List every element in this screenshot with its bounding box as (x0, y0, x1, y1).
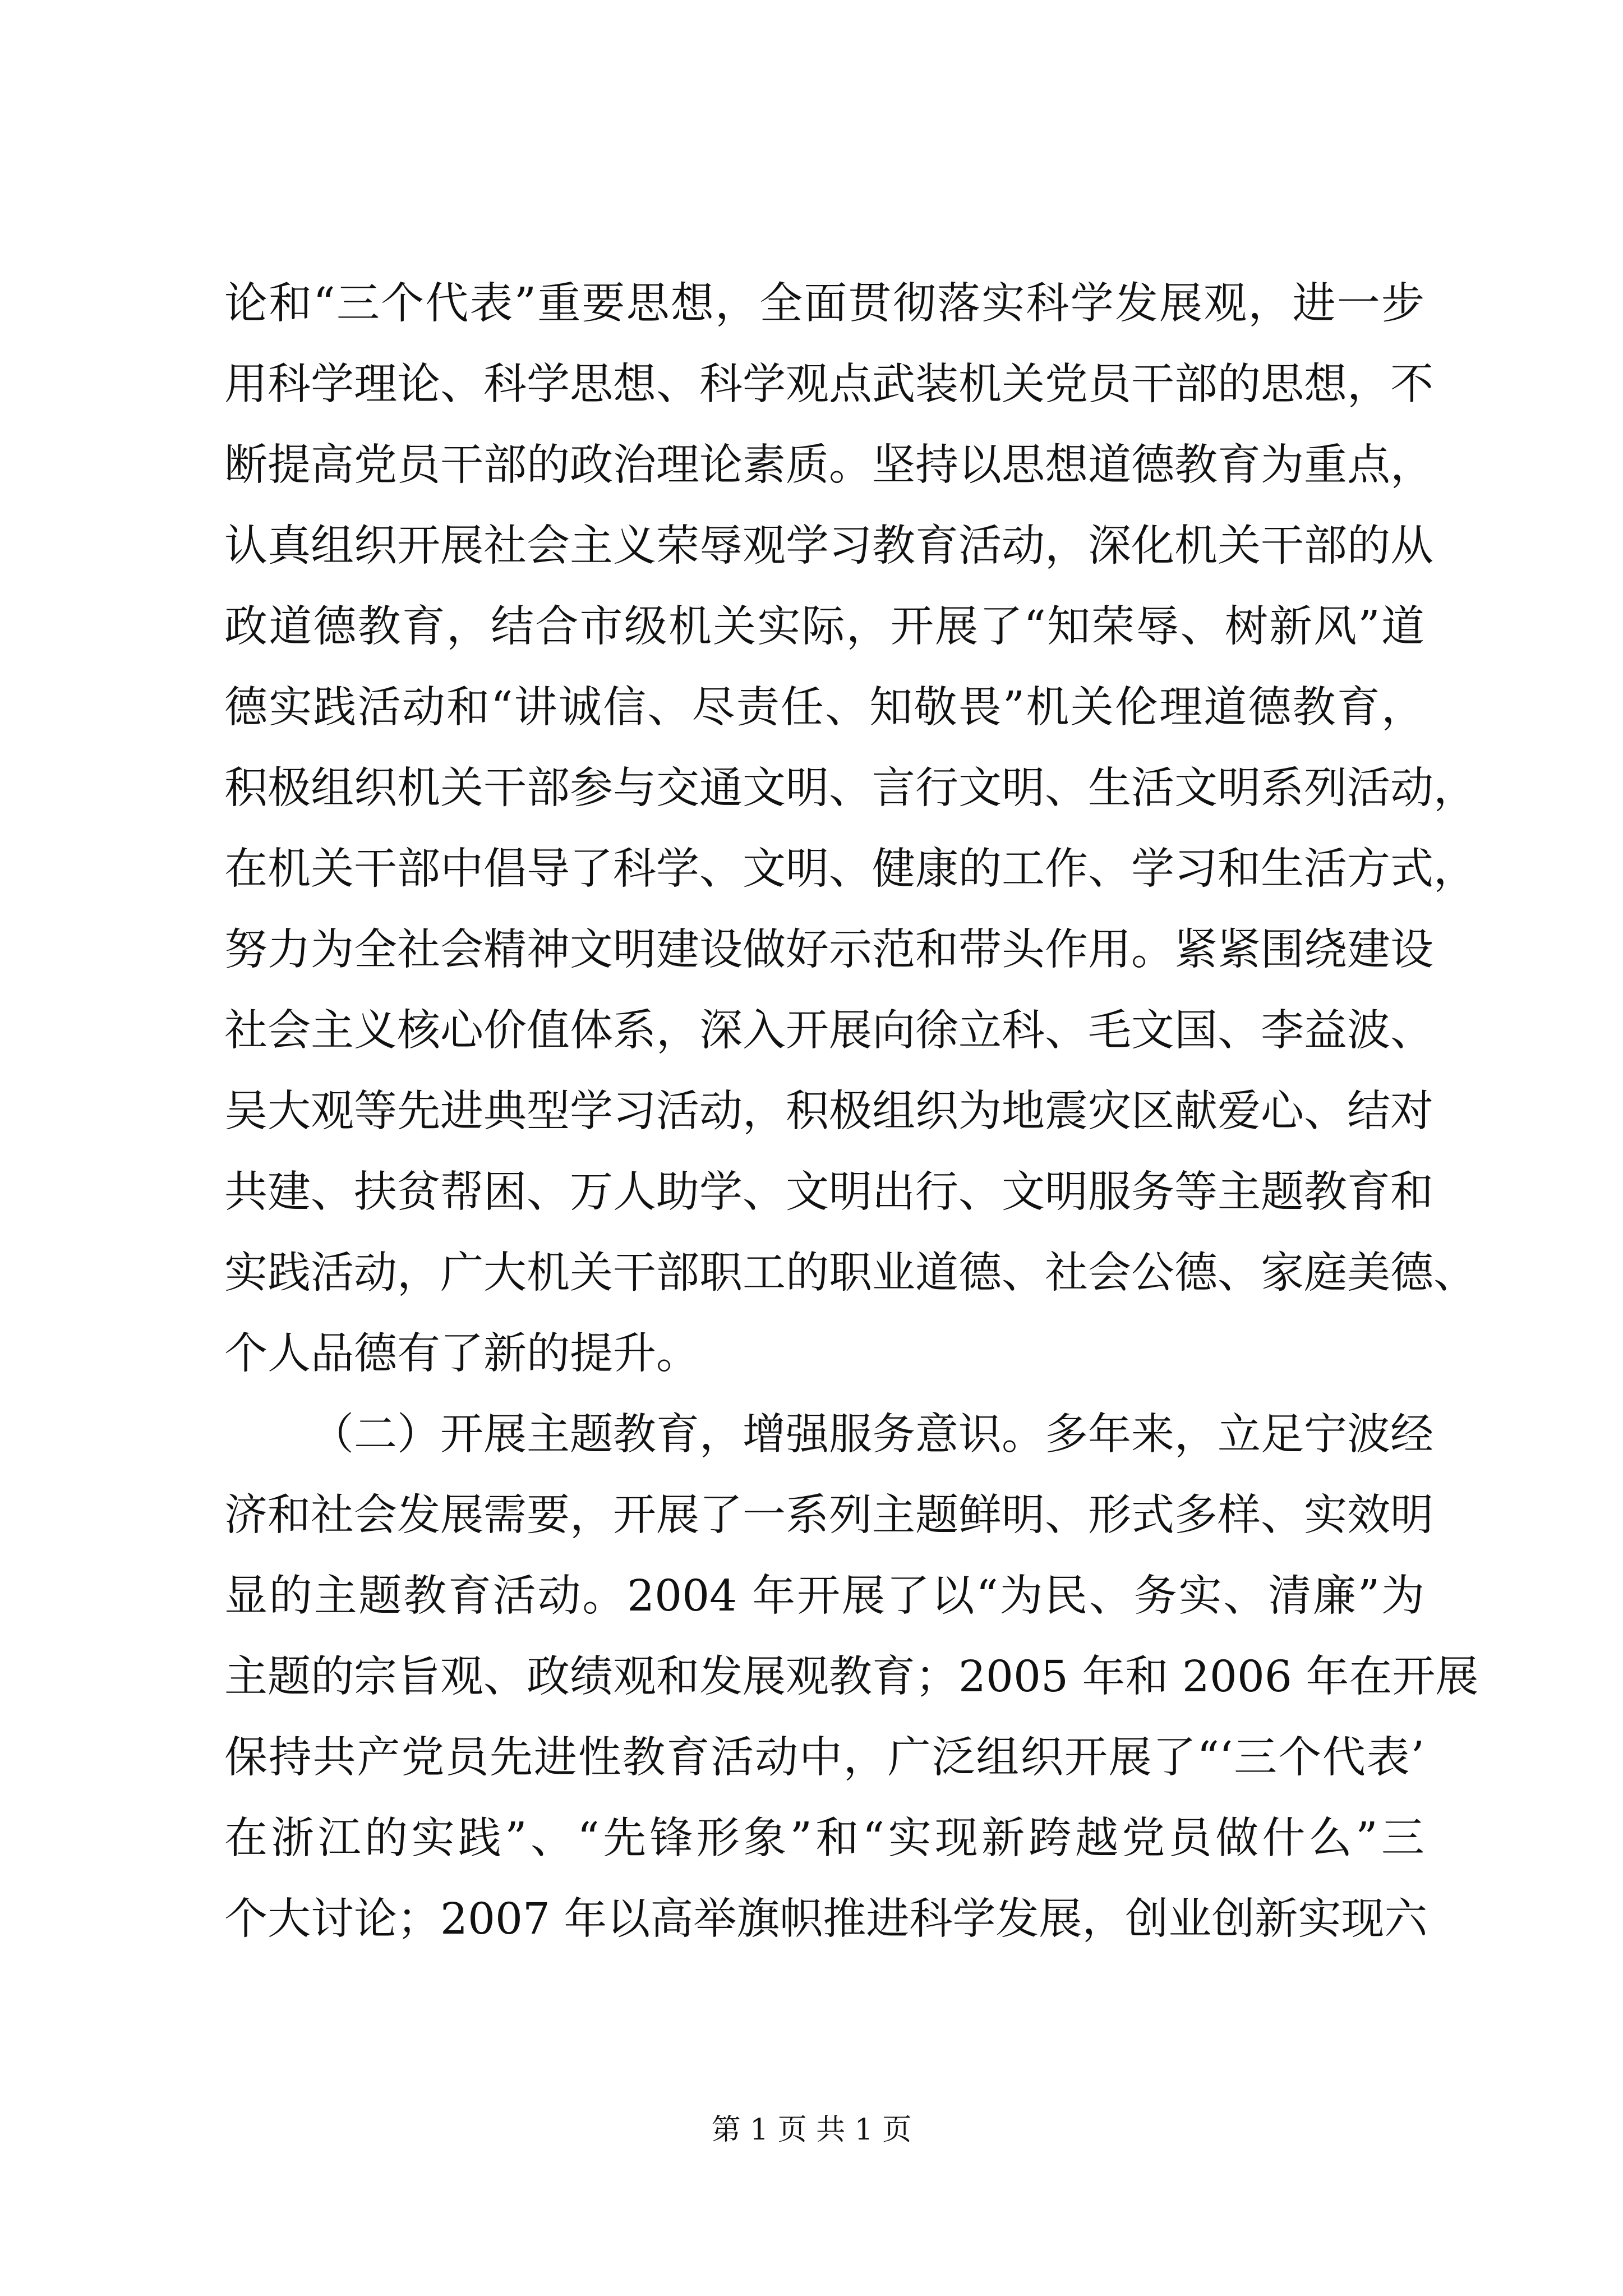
text-line: 德实践活动和“讲诚信、尽责任、知敬畏”机关伦理道德教育， (224, 683, 1424, 733)
text-line: 用科学理论、科学思想、科学观点武装机关党员干部的思想，不 (224, 360, 1433, 409)
paragraph-start-line: （二）开展主题教育，增强服务意识。多年来，立足宁波经 (311, 1410, 1433, 1460)
text-line: 济和社会发展需要，开展了一系列主题鲜明、形式多样、实效明 (224, 1490, 1433, 1540)
text-line: 努力为全社会精神文明建设做好示范和带头作用。紧紧围绕建设 (224, 925, 1433, 975)
text-line: 保持共产党员先进性教育活动中，广泛组织开展了“‘三个代表’ (224, 1733, 1424, 1783)
text-line: 吴大观等先进典型学习活动，积极组织为地震灾区献爱心、结对 (224, 1087, 1433, 1137)
text-line: 认真组织开展社会主义荣辱观学习教育活动，深化机关干部的从 (224, 521, 1433, 571)
text-line: 社会主义核心价值体系，深入开展向徐立科、毛文国、李益波、 (224, 1006, 1433, 1056)
text-line: 积极组织机关干部参与交通文明、言行文明、生活文明系列活动， (224, 763, 1477, 813)
document-body (224, 264, 1479, 1960)
text-line: 个人品德有了新的提升。 (224, 1329, 699, 1379)
page-footer: 第 1 页 共 1 页 (711, 2113, 912, 2147)
text-line: 政道德教育，结合市级机关实际，开展了“知荣辱、树新风”道 (224, 602, 1424, 652)
text-line: 断提高党员干部的政治理论素质。坚持以思想道德教育为重点， (224, 440, 1433, 490)
text-line: 共建、扶贫帮困、万人助学、文明出行、文明服务等主题教育和 (224, 1167, 1433, 1217)
text-line: 在机关干部中倡导了科学、文明、健康的工作、学习和生活方式， (224, 844, 1477, 894)
text-line: 论和“三个代表”重要思想，全面贯彻落实科学发展观，进一步 (224, 279, 1424, 329)
text-line: 主题的宗旨观、政绩观和发展观教育；2005 年和 2006 年在开展 (224, 1652, 1479, 1702)
text-line: 在浙江的实践”、“先锋形象”和“实现新跨越党员做什么”三 (224, 1814, 1424, 1864)
text-line: 显的主题教育活动。2004 年开展了以“为民、务实、清廉”为 (224, 1571, 1424, 1621)
text-line: 实践活动，广大机关干部职工的职业道德、社会公德、家庭美德、 (224, 1248, 1477, 1298)
text-line: 个大讨论；2007 年以高举旗帜推进科学发展，创业创新实现六 (224, 1894, 1428, 1944)
